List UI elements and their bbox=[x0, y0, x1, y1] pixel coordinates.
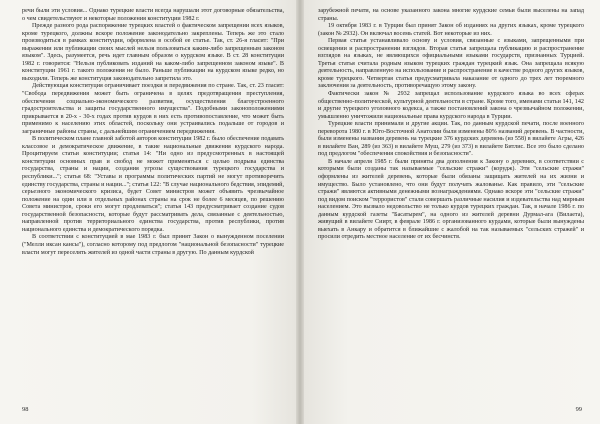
right-paragraph-1: зарубежной печати, на основе указанного закона многие курдские семьи были выселены на запад страны. bbox=[318, 8, 584, 22]
right-paragraph-2: 19 октября 1983 г. в Турции был принят Закон об изданиях на других языках, кроме турецкого (закон № 2932). Он включал восемь статей. Вот некоторые из них. bbox=[318, 23, 584, 37]
right-page bbox=[304, 0, 600, 424]
left-paragraph-5: В соответствии с конституцией в мае 1983 г. был принят Закон о вынужденном поселении ("Мелли иксан кансы"), согласно которому под предлогом "национальной безопасности" турецкие власти могут переселять жителей из одной части страны в другую. По данным курдской bbox=[22, 234, 284, 256]
left-paragraph-3: Действующая конституция ограничивает поездки и передвижения по стране. Так, ст. 23 гласит: "Свобода передвижения может быть ограничена в целях предотвращения преступления, обеспечения социально-экономического развития, осуществления благоустроенного градостроительства и защиты государственного имущества". Подобными законоположениями прикрывается в 20-х - 30-х годах против курдов в них есть противопоставление, что может быть применимо к населению этих областей, поскольку они устраивались подальше от городов и заграничные районы страны, с дальнейшим ограничением передвижения. bbox=[22, 83, 284, 135]
right-page-number: 99 bbox=[575, 406, 582, 413]
left-paragraph-1: речи были эти условия... Однако турецкие власти всегда нарушали этот договорные обязательства, о чем свидетельствуют и некоторые положения конституции 1982 г. bbox=[22, 8, 284, 22]
right-paragraph-4: Фактически закон № 2932 запрещал использование курдского языка во всех сферах общественно-политической, культурной деятельности в стране. Кроме того, именами статьи 141, 142 и другие турецкого уголовного кодекса, а также постановлений закона о чрезвычайном положении, умышленно уничтожили национальные права курдского народа в Турции. bbox=[318, 91, 584, 120]
right-page-text bbox=[318, 8, 584, 242]
right-paragraph-5: Турецкие власти принимали и другие акции. Так, по данным курдской печати, после военного переворота 1980 г. в Юго-Восточной Анатолии были изменены 80% названий деревень. В частности, были изменены названия деревень на турецкие 376 курдских деревень (из 558) в вилайете Агры, 426 в вилайете Ван, 289 (из 363) в вилайете Муш, 279 (из 373) в вилайете Битлис. Все это было сделано под предлогом "обеспечения спокойствия и безопасности". bbox=[318, 121, 584, 158]
left-paragraph-4: В политическом плане главной заботой авторов конституции 1982 г. было обеспечение подавать классовое и демократическое движение, в такие национальные движения курдского народа. Процитируем статьи конституции; статья 14: "Ни одно из предусмотренных в настоящей конституции основных прав и свобод не может применяться с целью подрыва единства государства, страны и нации, создания угрозы существования турецкого государства и республики..."; статья 68: "Уставы и программы политических партий не могут противоречить единству государства, страны и нации..."; статья 122: "В случае национального бедствия, эпидемий, серьезного экономического кризиса, будет Совет министров может объявить чрезвычайное положение на один или в отдельных районах страны на срок не более 6 месяцев, по решению Совета министров, сроки его могут продлеваться"; статья 143 предусматривает создание судов государственной безопасности, которые будут рассматривать дела, связанные с деятельностью, направленной против территориального единства государства, против республики, против национального единства и демократического порядка. bbox=[22, 136, 284, 233]
left-page bbox=[0, 0, 296, 424]
right-paragraph-3: Первая статья устанавливало основу и условия, связанные с языками, запрещенными при освещении и распространении взглядов. Вторая статья запрещала публикацию и распространение взглядов на языках, не являющихся официальными языками государств, признанных Турцией. Третья статья считала родным языком турецких граждан турецкий язык. Она запрещала всякую деятельность, направленную на использование и распространение в качестве родного других языков, кроме турецкого. Четвертая статья предусматривала наказание от одного до трех лет тюремного заключения за деятельность, противоречащую этому закону. bbox=[318, 38, 584, 90]
book-gutter bbox=[296, 0, 304, 424]
left-paragraph-2: Прежде разного рода распоряжение турецких властей о фактическом запрещении всех языков, кроме турецкого, должны вскоре положение законодательно закреплены. Теперь же это стало производиться в рамках конституции, оформлена в особой ее статье. Так, ст. 26-я гласит: "При выражении или публикации своих мыслей нельзя пользоваться каким-либо запрещенным законом языком". Здесь, разумеется, речь идет главным образом о курдском языке. В ст. 28 конституции 1982 г. говорится: "Нельзя публиковать изданий на каком-либо запрещенном законом языке". В конституции 1961 г. такого положения не было. Раньше публикации на курдском языке редко, но выходили. Теперь же конституция законодательно запретила это. bbox=[22, 23, 284, 82]
left-page-number: 98 bbox=[22, 406, 29, 413]
right-paragraph-6: В начале апреля 1985 г. были приняты два дополнения к Закону о деревнях, в соответствии с которыми были созданы так называемые "сельские стражи" (корудж). Эти "сельские стражи" оформлены из жителей деревень, которые были обязаны защищать жителей на их жизни и имущество. Было установлено, что они будут получать жалованье. Как правило, эти "сельские стражи" являются активными денежными вознаграждениями. Однако вскоре эти "сельские стражи" под видом поиском "террористов" стали совершать различные насилия и издевательства над мирным населением. Это вызвало недовольство не только курдов турецких граждан. Так, в начале 1986 г. по данным курдской газеты "Басатырем", на одного из жителей деревни Дурмал-ага (Вилаета), живущий в вилайете Сиирт, в феврале 1986 г. организованного курдами, которые были вынуждены выехать в Анкару и обратится в ближайшие с жалобой на так называемых "сельских стражей" и просили отредить местное население от их бесчинств. bbox=[318, 158, 584, 241]
left-page-text bbox=[22, 8, 284, 257]
